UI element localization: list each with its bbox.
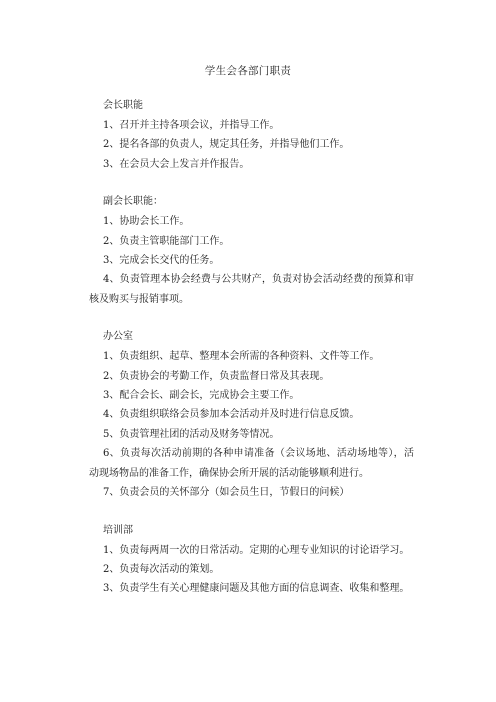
list-item: 6、负责每次活动前期的各种申请准备（会议场地、活动场地等），活动现场物品的准备工作，确保协会所开展的活动能够顺利进行。 xyxy=(89,448,414,479)
list-item: 1、召开并主持各项会议，并指导工作。 xyxy=(103,120,280,131)
list-item: 2、提名各部的负责人，规定其任务，并指导他们工作。 xyxy=(103,139,350,151)
section-president xyxy=(89,96,414,174)
section-heading: 会长职能 xyxy=(103,100,143,111)
section-spacer xyxy=(89,503,414,521)
section-heading: 培训部 xyxy=(103,524,133,536)
list-item: 7、负责会员的关怀部分（如会员生日，节假日的问候） xyxy=(103,487,350,499)
list-item: 1、负责组织、起草、整理本会所需的各种资料、文件等工作。 xyxy=(103,351,380,363)
section-spacer xyxy=(89,174,414,192)
list-item: 4、负责管理本协会经费与公共财产，负责对协会活动经费的预算和审核及购买与报销事项。 xyxy=(89,274,414,305)
section-office xyxy=(89,327,414,502)
section-training xyxy=(89,521,414,599)
list-item: 1、协助会长工作。 xyxy=(103,216,190,228)
list-item: 5、负责管理社团的活动及财务等情况。 xyxy=(103,428,280,440)
list-item: 2、负责主管职能部门工作。 xyxy=(103,235,230,247)
list-item: 2、负责每次活动的策划。 xyxy=(103,563,220,575)
list-item: 3、配合会长、副会长，完成协会主要工作。 xyxy=(103,390,300,402)
list-item: 3、在会员大会上发言并作报告。 xyxy=(103,158,250,170)
section-heading: 副会长职能： xyxy=(103,196,163,208)
section-heading: 办公室 xyxy=(103,331,133,343)
list-item: 3、负责学生有关心理健康问题及其他方面的信息调查、收集和整理。 xyxy=(103,583,410,595)
section-spacer xyxy=(89,309,414,327)
list-item: 2、负责协会的考勤工作，负责监督日常及其表现。 xyxy=(103,370,330,382)
document-title: 学生会各部门职责 xyxy=(204,65,292,77)
list-item: 1、负责每两周一次的日常活动。定期的心理专业知识的讨论语学习。 xyxy=(103,544,410,556)
section-vice-president xyxy=(89,192,414,309)
document-body xyxy=(89,96,414,599)
list-item: 3、完成会长交代的任务。 xyxy=(103,255,220,267)
list-item: 4、负责组织联络会员参加本会活动并及时进行信息反馈。 xyxy=(103,409,360,421)
